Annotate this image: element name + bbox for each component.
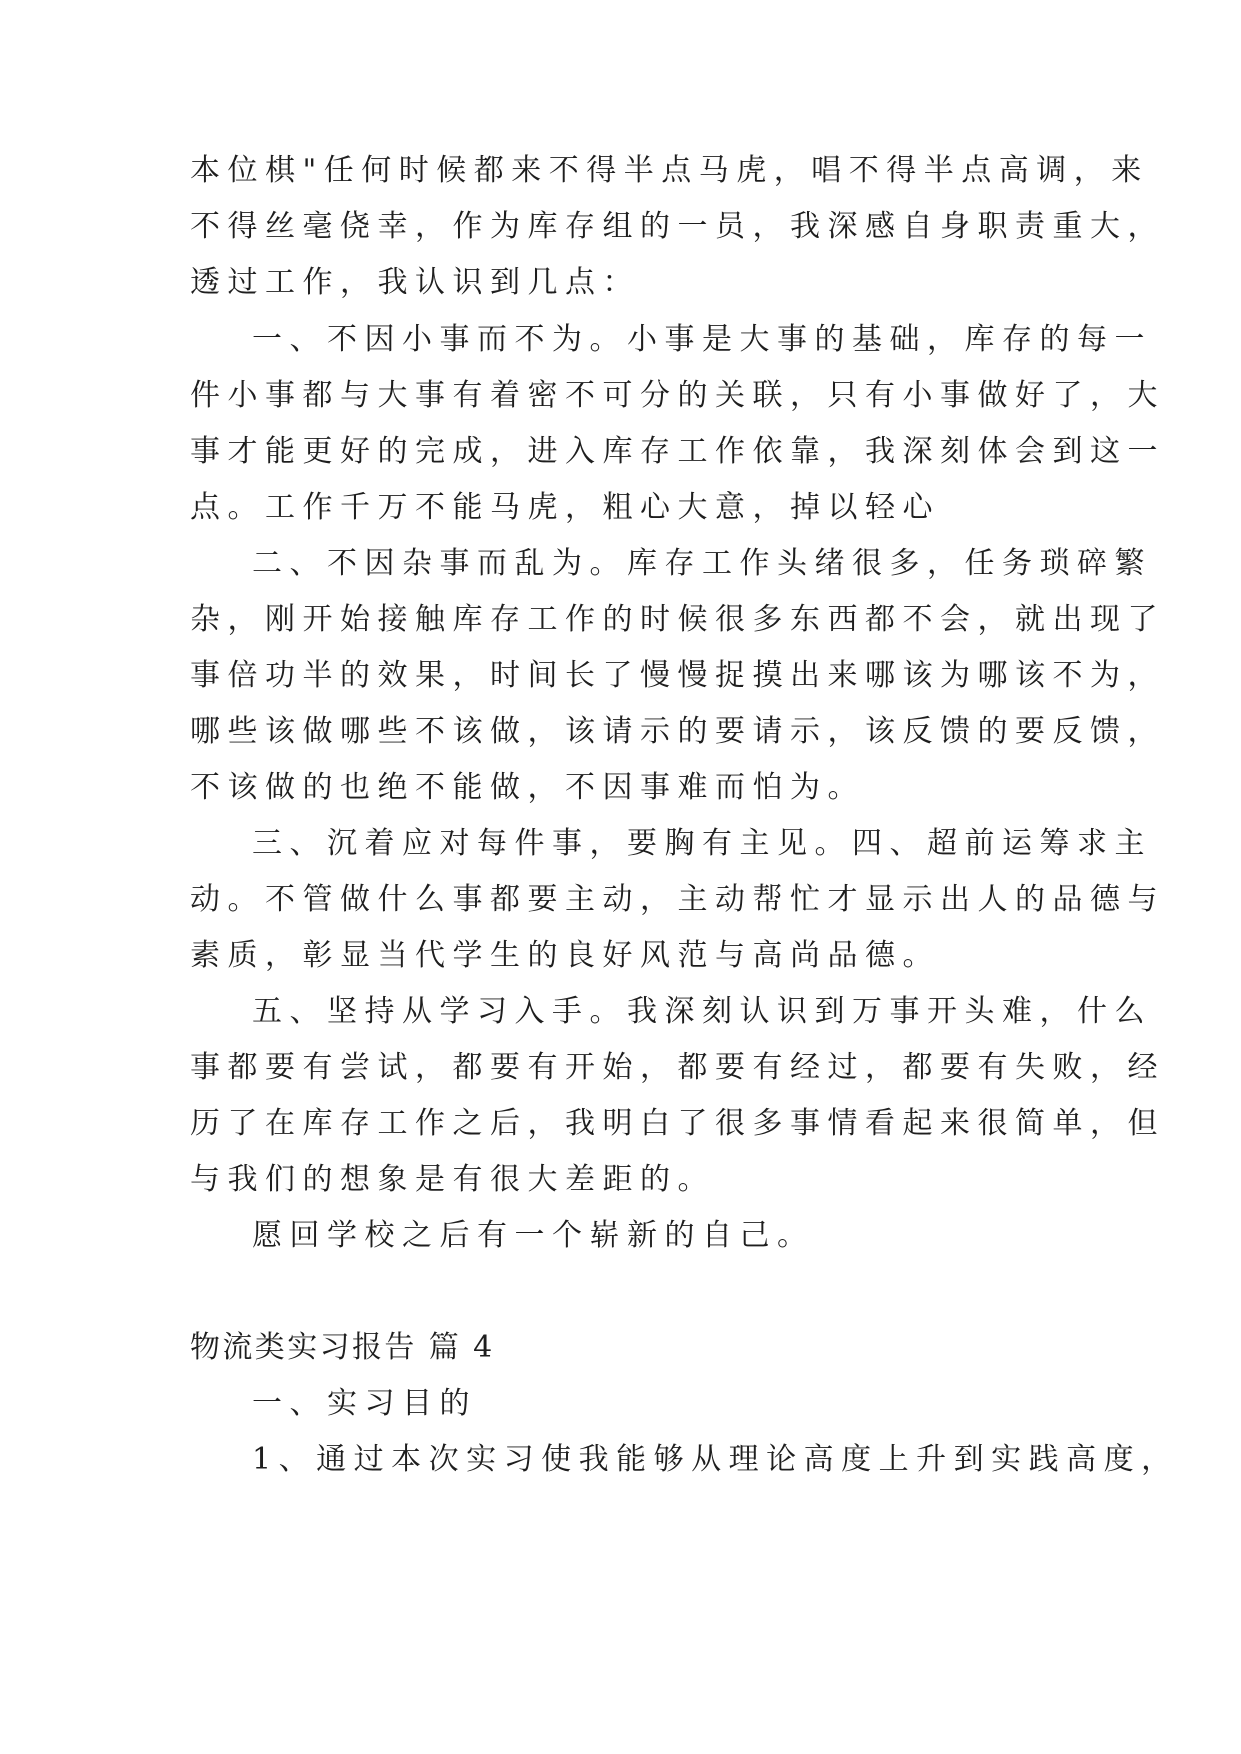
text-line: 事才能更好的完成，进入库存工作依靠，我深刻体会到这一 [190, 434, 1165, 469]
text-line: 事倍功半的效果，时间长了慢慢捉摸出来哪该为哪该不为， [190, 658, 1165, 693]
text-line: 哪些该做哪些不该做，该请示的要请示，该反馈的要反馈， [190, 714, 1165, 749]
text-line: 不该做的也绝不能做，不因事难而怕为。 [190, 770, 865, 805]
text-line: 与我们的想象是有很大差距的。 [190, 1162, 715, 1197]
text-line: 不得丝毫侥幸，作为库存组的一员，我深感自身职责重大， [190, 209, 1165, 244]
text-line: 件小事都与大事有着密不可分的关联，只有小事做好了，大 [190, 378, 1165, 413]
text-line: 一、不因小事而不为。小事是大事的基础，库存的每一 [252, 322, 1152, 357]
text-line: 点。工作千万不能马虎，粗心大意，掉以轻心 [190, 490, 940, 525]
text-line: 二、不因杂事而乱为。库存工作头绪很多，任务琐碎繁 [252, 546, 1152, 581]
text-line: 1、通过本次实习使我能够从理论高度上升到实践高度， [252, 1442, 1179, 1477]
text-line: 事都要有尝试，都要有开始，都要有经过，都要有失败，经 [190, 1050, 1165, 1085]
text-line: 五、坚持从学习入手。我深刻认识到万事开头难，什么 [252, 994, 1152, 1029]
text-line: 三、沉着应对每件事，要胸有主见。四、超前运筹求主 [252, 826, 1152, 861]
subsection-heading: 一、实习目的 [252, 1386, 477, 1421]
text-line: 素质，彰显当代学生的良好风范与高尚品德。 [190, 938, 940, 973]
text-line: 杂，刚开始接触库存工作的时候很多东西都不会，就出现了 [190, 602, 1165, 637]
text-line: 愿回学校之后有一个崭新的自己。 [252, 1218, 815, 1253]
text-line: 本位棋"任何时候都来不得半点马虎，唱不得半点高调，来 [190, 153, 1149, 188]
section-heading: 物流类实习报告 篇 4 [190, 1330, 495, 1365]
text-line: 历了在库存工作之后，我明白了很多事情看起来很简单，但 [190, 1106, 1165, 1141]
text-line: 透过工作，我认识到几点： [190, 265, 640, 300]
text-line: 动。不管做什么事都要主动，主动帮忙才显示出人的品德与 [190, 882, 1165, 917]
